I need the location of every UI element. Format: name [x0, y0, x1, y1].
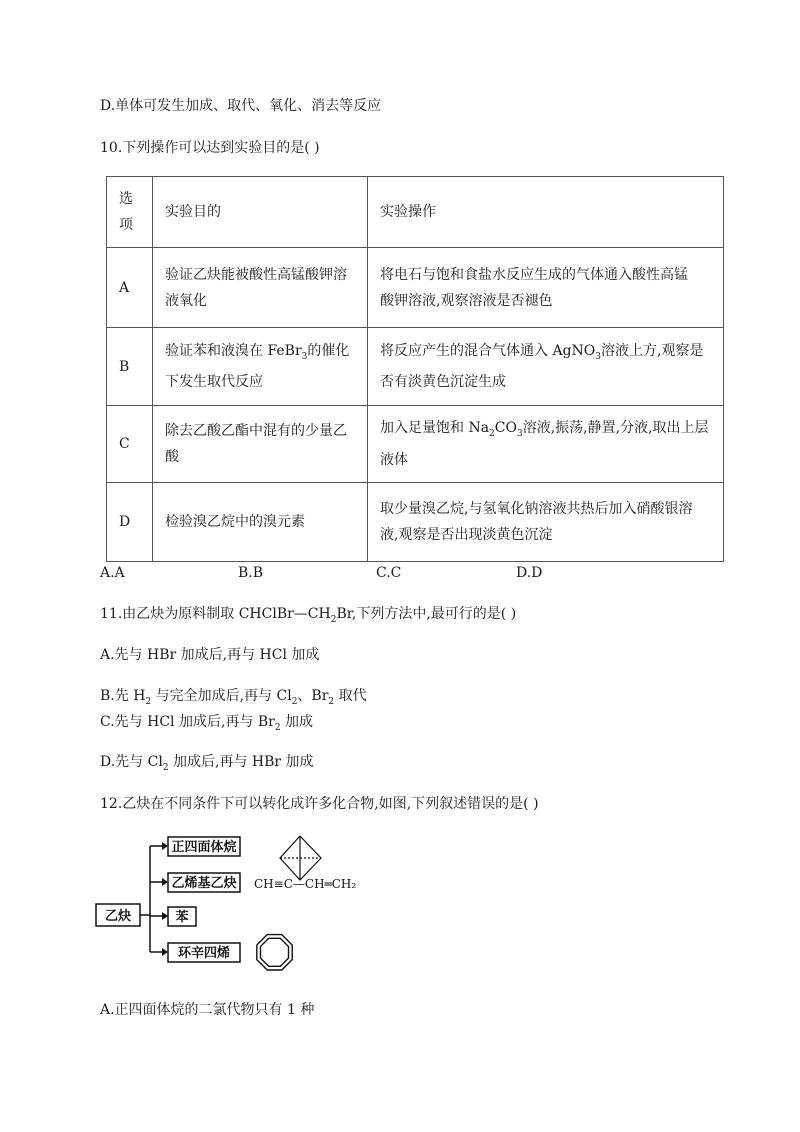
tetrahedrane-structure-icon — [280, 836, 321, 880]
table-header-row — [107, 177, 724, 248]
row-purpose: 检验溴乙烷中的溴元素 — [153, 483, 368, 562]
row-option: A — [107, 248, 153, 328]
row-option: D — [107, 483, 153, 562]
option-b: B.B — [238, 565, 264, 581]
option-c: C.C — [376, 565, 402, 581]
table-row — [107, 328, 724, 406]
q11-stem: 11.由乙炔为原料制取 $CHClBr—CH_2Br$,下列方法中,最可行的是( ) — [100, 606, 517, 625]
product-label: 正四面体烷 — [171, 840, 237, 855]
table-row — [107, 406, 724, 483]
row-operation: 将电石与饱和食盐水反应生成的气体通入酸性高锰 酸钾溶液,观察溶液是否褪色 — [368, 248, 724, 328]
q11-option-b: B.先 $H_2$ 与完全加成后,再与 $Cl_2$、$Br_2$ 取代 — [100, 688, 367, 707]
row-operation: 加入足量饱和 $Na_2CO_3$溶液,振荡,静置,分液,取出上层 液体 — [368, 406, 724, 483]
q11-option-d: D.先与 $Cl_2$ 加成后,再与 HBr 加成 — [100, 754, 314, 773]
table-row — [107, 248, 724, 328]
option-d: D.D — [516, 565, 543, 581]
header-option: 选 项 — [107, 177, 153, 248]
q11-option-c: C.先与 HCl 加成后,再与 $Br_2$ 加成 — [100, 714, 314, 733]
acetylene-conversion-diagram — [92, 836, 392, 971]
q12-stem: 12.乙炔在不同条件下可以转化成许多化合物,如图,下列叙述错误的是( ) — [100, 796, 539, 812]
source-label: 乙炔 — [104, 909, 132, 924]
q10-stem: 10.下列操作可以达到实验目的是( ) — [100, 140, 320, 156]
row-operation: 将反应产生的混合气体通入 AgNO$_3$溶液上方,观察是 否有淡黄色沉淀生成 — [368, 328, 724, 406]
q11-option-a: A.先与 HBr 加成后,再与 HCl 加成 — [100, 647, 320, 663]
row-purpose: 验证苯和液溴在 FeBr$_3$的催化 下发生取代反应 — [153, 328, 368, 406]
table-row — [107, 483, 724, 562]
product-label: 环辛四烯 — [177, 946, 231, 961]
product-label: 乙烯基乙炔 — [171, 876, 237, 891]
q10-table — [106, 176, 724, 562]
q12-option-a: A.正四面体烷的二氯代物只有 1 种 — [100, 1002, 315, 1018]
header-operation: 实验操作 — [368, 177, 724, 248]
row-purpose: 验证乙炔能被酸性高锰酸钾溶 液氧化 — [153, 248, 368, 328]
product-label: 苯 — [175, 910, 189, 925]
q10-options — [100, 563, 660, 583]
row-operation: 取少量溴乙烷,与氢氧化钠溶液共热后加入硝酸银溶 液,观察是否出现淡黄色沉淀 — [368, 483, 724, 562]
q9-option-d: D.单体可发生加成、取代、氧化、消去等反应 — [100, 98, 382, 114]
row-option: C — [107, 406, 153, 483]
vinylacetylene-formula: CH≡C—CH═CH₂ — [254, 877, 357, 891]
header-purpose: 实验目的 — [153, 177, 368, 248]
row-purpose: 除去乙酸乙酯中混有的少量乙 酸 — [153, 406, 368, 483]
cyclooctatetraene-structure-icon — [257, 935, 292, 970]
option-a: A.A — [100, 565, 125, 581]
row-option: B — [107, 328, 153, 406]
